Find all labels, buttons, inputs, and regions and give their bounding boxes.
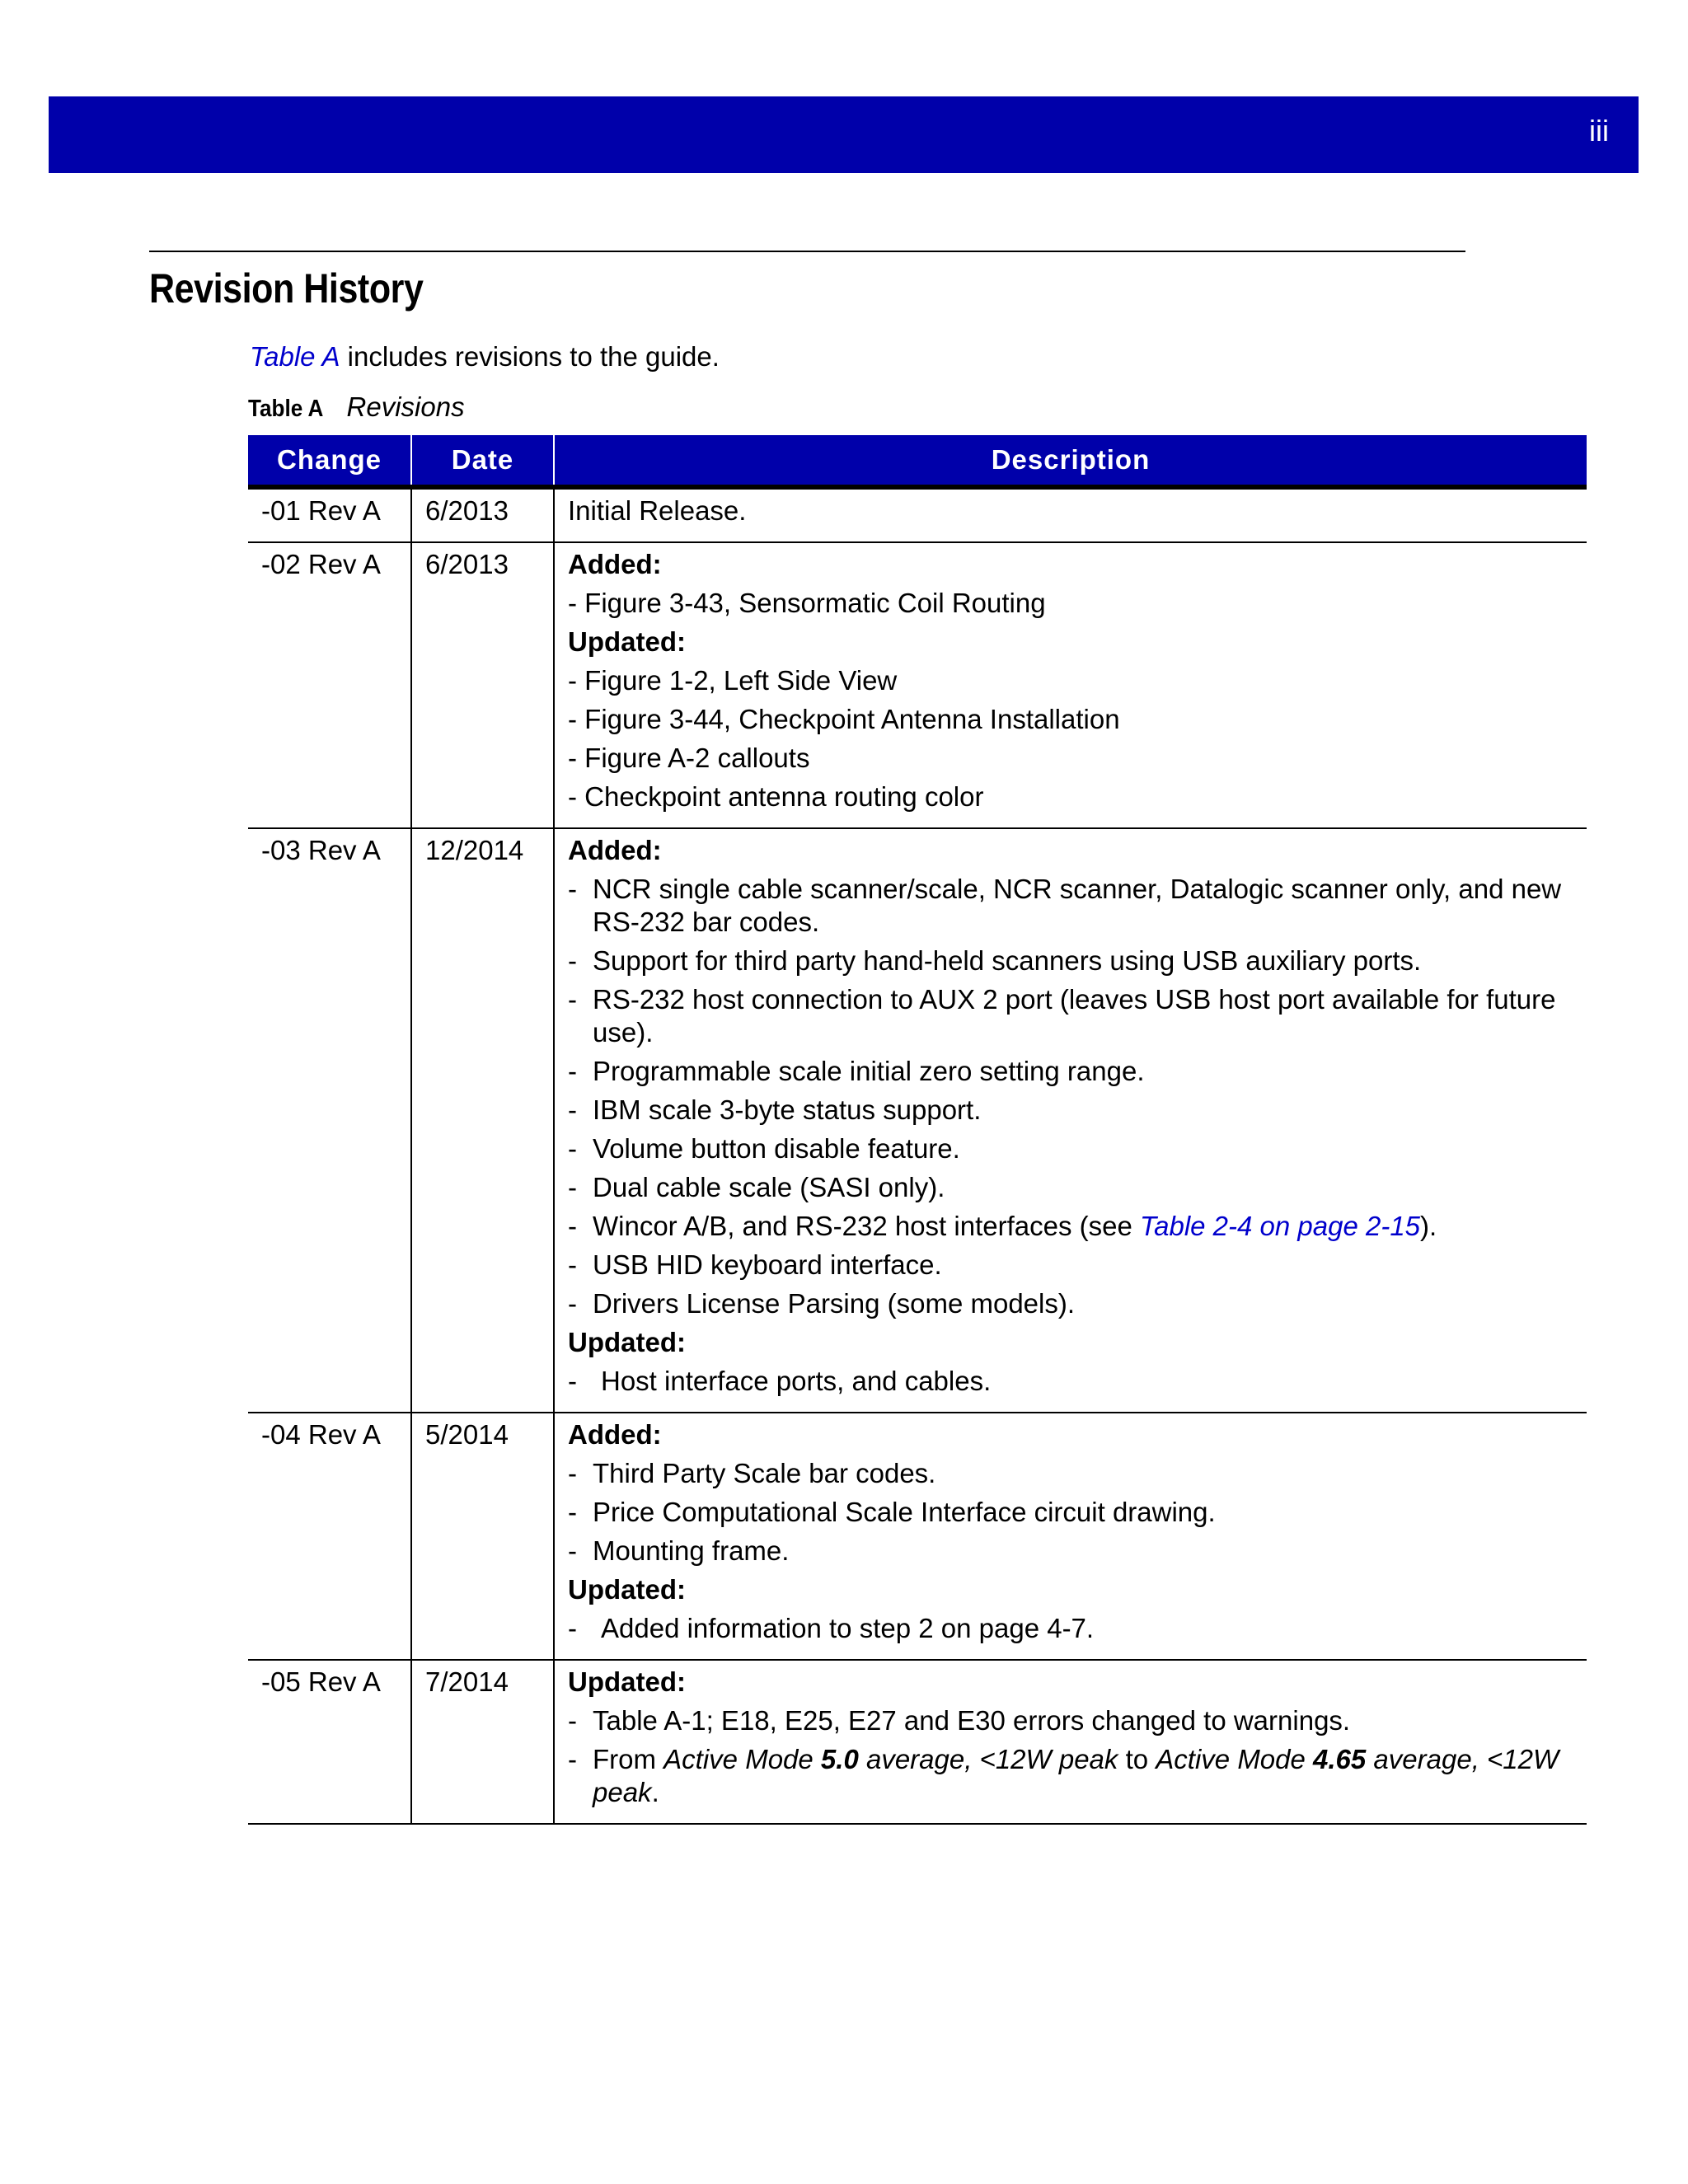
list-item bbox=[568, 1535, 1587, 1568]
list-dash: - bbox=[568, 874, 577, 904]
list-item-text: Dual cable scale (SASI only). bbox=[593, 1172, 945, 1202]
power-from: From bbox=[593, 1744, 664, 1774]
list-item-text: NCR single cable scanner/scale, NCR scanner, Datalogic scanner only, and new RS-232 bar codes. bbox=[593, 874, 1562, 937]
power-end: . bbox=[651, 1777, 659, 1807]
updated-heading: Updated: bbox=[568, 1574, 686, 1605]
list-item: - Figure A-2 callouts bbox=[568, 743, 810, 773]
list-item bbox=[568, 1496, 1587, 1529]
power-mode-1: Active Mode bbox=[663, 1744, 821, 1774]
list-dash: - bbox=[568, 1535, 577, 1566]
added-heading: Added: bbox=[568, 1419, 662, 1450]
list-item bbox=[568, 1287, 1587, 1320]
list-dash: - bbox=[568, 945, 577, 976]
list-item bbox=[568, 1704, 1587, 1737]
list-dash: - bbox=[568, 1288, 577, 1319]
date-cell: 12/2014 bbox=[411, 828, 554, 1413]
list-item bbox=[568, 1055, 1587, 1088]
list-dash: - bbox=[568, 1705, 577, 1736]
list-item-text: Programmable scale initial zero setting range. bbox=[593, 1056, 1145, 1086]
list-dash: - bbox=[568, 1094, 577, 1125]
list-item bbox=[568, 1365, 1587, 1398]
table-row bbox=[248, 828, 1587, 1413]
list-item-text: USB HID keyboard interface. bbox=[593, 1249, 942, 1280]
description-cell bbox=[554, 1413, 1587, 1660]
list-item-text: Added information to step 2 on page 4-7. bbox=[601, 1613, 1095, 1643]
list-item: - Figure 3-43, Sensormatic Coil Routing bbox=[568, 588, 1046, 618]
list-item-text: IBM scale 3-byte status support. bbox=[593, 1094, 982, 1125]
list-item-text: Mounting frame. bbox=[593, 1535, 790, 1566]
updated-heading: Updated: bbox=[568, 626, 686, 657]
list-dash: - bbox=[568, 1056, 577, 1086]
power-rest-1: average, <12W peak bbox=[858, 1744, 1118, 1774]
list-dash: - bbox=[568, 1133, 577, 1164]
change-cell: -04 Rev A bbox=[248, 1413, 411, 1660]
column-header-change: Change bbox=[248, 435, 411, 487]
table-caption bbox=[248, 391, 465, 425]
power-value-1: 5.0 bbox=[820, 1744, 859, 1774]
description-text: Initial Release. bbox=[568, 495, 747, 526]
title-rule bbox=[149, 251, 1465, 252]
added-heading: Added: bbox=[568, 835, 662, 865]
list-item bbox=[568, 1094, 1587, 1127]
list-item bbox=[568, 873, 1587, 939]
caption-label: Table A bbox=[248, 396, 324, 422]
list-item: - Figure 3-44, Checkpoint Antenna Installation bbox=[568, 704, 1120, 734]
list-dash: - bbox=[568, 1497, 577, 1527]
list-item-text: Volume button disable feature. bbox=[593, 1133, 960, 1164]
power-value-2: 4.65 bbox=[1313, 1744, 1367, 1774]
list-item: - Checkpoint antenna routing color bbox=[568, 781, 984, 812]
list-item-text: Table A-1; E18, E25, E27 and E30 errors changed to warnings. bbox=[593, 1705, 1351, 1736]
table-row bbox=[248, 487, 1587, 542]
date-cell: 6/2013 bbox=[411, 542, 554, 828]
list-item bbox=[568, 1132, 1587, 1165]
list-dash: - bbox=[568, 1211, 577, 1241]
description-cell bbox=[554, 542, 1587, 828]
list-item-text: ). bbox=[1420, 1211, 1437, 1241]
table-2-4-link[interactable]: Table 2-4 on page 2-15 bbox=[1139, 1211, 1421, 1241]
list-dash: - bbox=[568, 1613, 577, 1643]
list-item-text: Price Computational Scale Interface circuit drawing. bbox=[593, 1497, 1216, 1527]
list-item bbox=[568, 1457, 1587, 1490]
page-number: iii bbox=[1589, 114, 1609, 148]
list-item-text: Drivers License Parsing (some models). bbox=[593, 1288, 1076, 1319]
list-item-text: Wincor A/B, and RS-232 host interfaces (see bbox=[593, 1211, 1140, 1241]
power-rest-2: average, <12W peak bbox=[593, 1744, 1559, 1807]
table-row bbox=[248, 1413, 1587, 1660]
list-item bbox=[568, 1171, 1587, 1204]
list-item-text: Support for third party hand-held scanners using USB auxiliary ports. bbox=[593, 945, 1422, 976]
list-item: - Figure 1-2, Left Side View bbox=[568, 665, 898, 696]
table-row bbox=[248, 542, 1587, 828]
list-item-text: Host interface ports, and cables. bbox=[601, 1366, 992, 1396]
list-item bbox=[568, 1612, 1587, 1645]
change-cell: -03 Rev A bbox=[248, 828, 411, 1413]
revisions-table bbox=[248, 435, 1587, 1825]
column-header-description: Description bbox=[554, 435, 1587, 487]
date-cell: 6/2013 bbox=[411, 487, 554, 542]
description-cell bbox=[554, 487, 1587, 542]
list-item bbox=[568, 1210, 1587, 1243]
updated-heading: Updated: bbox=[568, 1327, 686, 1357]
power-to: to bbox=[1118, 1744, 1156, 1774]
header-bar bbox=[49, 96, 1639, 173]
table-row bbox=[248, 1660, 1587, 1824]
table-a-link[interactable]: Table A bbox=[250, 341, 340, 372]
list-dash: - bbox=[568, 1744, 577, 1774]
list-dash: - bbox=[568, 1249, 577, 1280]
caption-title: Revisions bbox=[346, 391, 465, 422]
intro-text: includes revisions to the guide. bbox=[340, 341, 720, 372]
page-title: Revision History bbox=[149, 265, 424, 312]
list-item bbox=[568, 1249, 1587, 1282]
list-dash: - bbox=[568, 984, 577, 1015]
description-cell bbox=[554, 1660, 1587, 1824]
list-dash: - bbox=[568, 1366, 577, 1396]
power-mode-2: Active Mode bbox=[1156, 1744, 1314, 1774]
column-header-date: Date bbox=[411, 435, 554, 487]
list-item bbox=[568, 983, 1587, 1049]
description-cell bbox=[554, 828, 1587, 1413]
date-cell: 7/2014 bbox=[411, 1660, 554, 1824]
date-cell: 5/2014 bbox=[411, 1413, 554, 1660]
list-item-text: RS-232 host connection to AUX 2 port (leaves USB host port available for future use). bbox=[593, 984, 1556, 1047]
added-heading: Added: bbox=[568, 549, 662, 579]
change-cell: -05 Rev A bbox=[248, 1660, 411, 1824]
list-item bbox=[568, 944, 1587, 977]
change-cell: -02 Rev A bbox=[248, 542, 411, 828]
updated-heading: Updated: bbox=[568, 1666, 686, 1697]
change-cell: -01 Rev A bbox=[248, 487, 411, 542]
list-item-text: Third Party Scale bar codes. bbox=[593, 1458, 936, 1488]
list-item bbox=[568, 1743, 1587, 1809]
table-header-row bbox=[248, 435, 1587, 487]
list-dash: - bbox=[568, 1172, 577, 1202]
list-dash: - bbox=[568, 1458, 577, 1488]
intro-paragraph bbox=[250, 340, 720, 373]
